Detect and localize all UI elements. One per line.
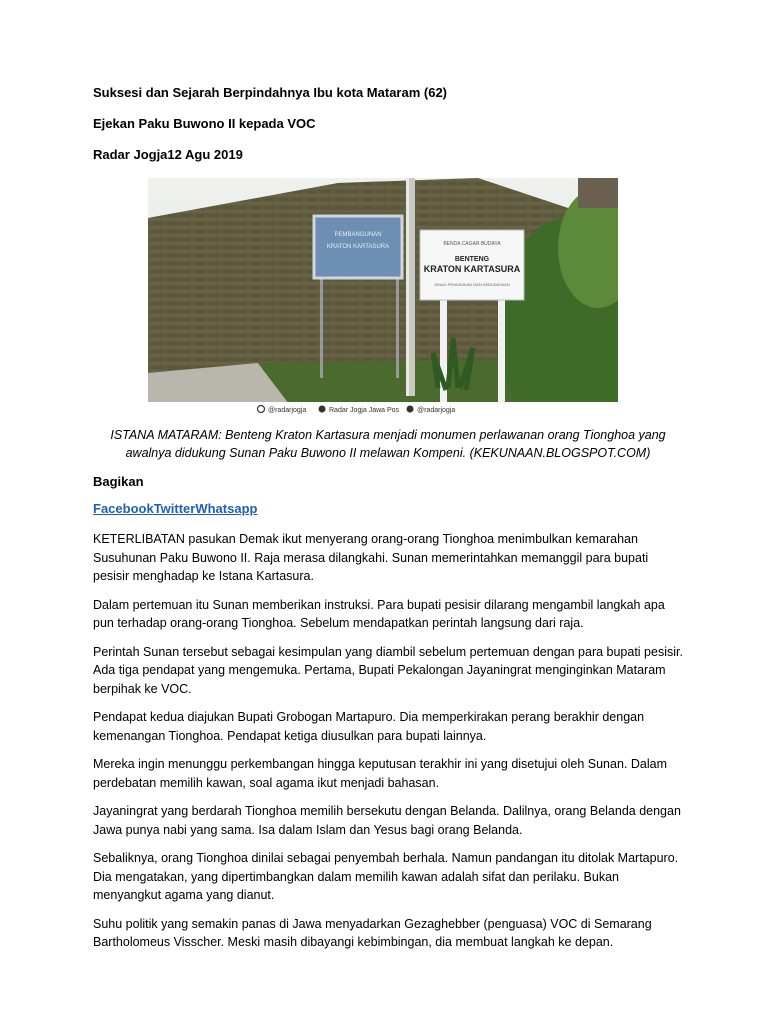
paragraph-2: Dalam pertemuan itu Sunan memberikan instruksi. Para bupati pesisir dilarang mengambil langkah apa pun terhadap orang-orang Tionghoa. Sebelum mendapatkan perintah langsung dari raja. [93, 597, 665, 630]
article-photo [148, 178, 618, 416]
paragraph-1: KETERLIBATAN pasukan Demak ikut menyerang orang-orang Tionghoa menimbulkan kemarahan Susuhunan Paku Buwono II. Raja merasa dilangkahi. Sunan memerintahkan memanggil para bupati pesisir menghadap ke Istana Kartasura. [93, 532, 649, 583]
share-label: Bagikan [93, 474, 144, 489]
whatsapp-share-link[interactable]: Whatsapp [195, 501, 258, 516]
paragraph-6: Jayaningrat yang berdarah Tionghoa memilih bersekutu dengan Belanda. Dalilnya, orang Belanda dengan Jawa punya nabi yang sama. Isa dalam Islam dan Yesus bagi orang Belanda. [93, 804, 681, 837]
facebook-icon [319, 406, 326, 413]
paragraph-3: Perintah Sunan tersebut sebagai kesimpulan yang diambil sebelum pertemuan dengan para bupati pesisir. Ada tiga pendapat yang mengemuka. Pertama, Bupati Pekalongan Jayaningrat menginginkan Mataram berpihak ke VOC. [93, 644, 683, 696]
paragraph-8: Suhu politik yang semakin panas di Jawa menyadarkan Gezaghebber (penguasa) VOC di Semarang Bartholomeus Visscher. Meski masih dibayangi kebimbingan, dia membuat langkah ke depan. [93, 916, 652, 949]
paragraph-5: Mereka ingin menunggu perkembangan hingga keputusan terakhir ini yang disetujui oleh Sunan. Dalam perdebatan memilih kawan, soal agama ikut menjadi bahasan. [93, 757, 667, 790]
twitter-share-link[interactable]: Twitter [153, 501, 196, 516]
sign-right-title-2: KRATON KARTASURA [423, 264, 521, 274]
share-links [93, 501, 683, 516]
article [93, 85, 683, 962]
sign-left-line1: PEMBANGUNAN [334, 232, 382, 238]
article-title: Suksesi dan Sejarah Berpindahnya Ibu kota Mataram (62) [93, 85, 448, 100]
twitter-icon [407, 406, 414, 413]
article-source-date: Radar Jogja12 Agu 2019 [93, 147, 243, 162]
sign-left-line2: KRATON KARTASURA [326, 244, 390, 250]
social-handle-3: @radarjogja [417, 407, 456, 414]
paragraph-7: Sebaliknya, orang Tionghoa dinilai sebagai penyembah berhala. Namun pandangan itu ditolak Martapuro. Dia mengatakan, yang dipertimbangkan dalam memilih kawan adalah sifat dan perilaku. Bukan menyangkut agama yang dianut. [93, 851, 679, 902]
article-subtitle: Ejekan Paku Buwono II kepada VOC [93, 116, 316, 131]
social-handle-2: Radar Jogja Jawa Pos [329, 407, 400, 414]
paragraph-4: Pendapat kedua diajukan Bupati Grobogan Martapuro. Dia memperkirakan perang berakhir dengan kemenangan Tionghoa. Pendapat ketiga diusulkan para bupati lainnya. [93, 710, 645, 743]
sign-right-top: BENDA CAGAR BUDAYA [443, 241, 501, 247]
sign-right-bottom: DINAS PENDIDIKAN DAN KEBUDAYAAN [434, 282, 510, 287]
sign-right-title-1: BENTENG [454, 256, 490, 263]
photo-caption: ISTANA MATARAM: Benteng Kraton Kartasura menjadi monumen perlawanan orang Tionghoa yang awalnya didukung Sunan Paku Buwono II melawan Kompeni. (KEKUNAAN.BLOGSPOT.COM) [110, 428, 666, 460]
facebook-share-link[interactable]: Facebook [93, 501, 154, 516]
social-handle-1: @radarjogja [268, 407, 307, 414]
